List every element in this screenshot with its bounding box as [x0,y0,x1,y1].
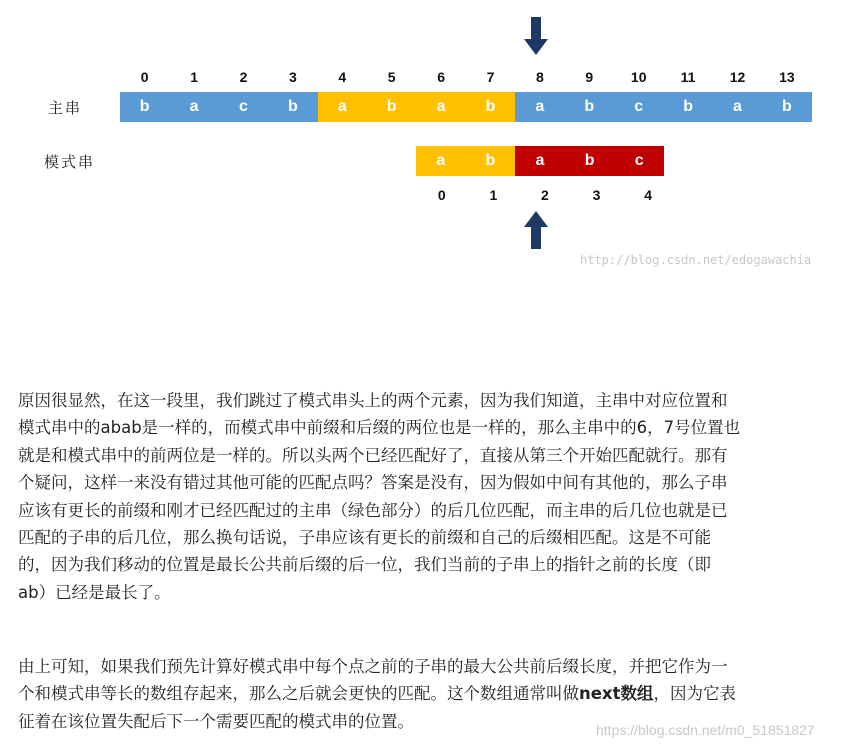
main-cell: b [565,92,614,122]
main-index-label: 3 [288,69,297,85]
up-arrow-icon [524,211,548,249]
main-cell: b [367,92,416,122]
main-cell: b [762,92,811,122]
pattern-index-row [416,185,664,209]
main-index-label: 8 [535,69,544,85]
pattern-index-label: 0 [437,187,446,203]
main-index-label: 5 [387,69,396,85]
main-cell: c [614,92,663,122]
main-string-label: 主串 [48,99,83,117]
paragraph-text: 个和模式串等长的数组存起来，那么之后就会更快的匹配。这个数组通常叫做 [18,684,579,704]
pattern-index-label: 4 [644,187,653,203]
pattern-string-label: 模式串 [44,153,96,171]
pattern-cell: a [515,146,565,176]
main-index-row [120,67,812,91]
main-cell: a [416,92,465,122]
main-cell: a [318,92,367,122]
main-index-label: 9 [585,69,594,85]
paragraph-line: 的，因为我们移动的位置是最长公共前后缀的后一位，我们当前的子串上的指针之前的长度（即 [18,555,711,575]
paragraph-line: 应该有更长的前缀和刚才已经匹配过的主串（绿色部分）的后几位匹配，而主串的后几位也就是已 [18,500,728,520]
paragraph-line: 由上可知，如果我们预先计算好模式串中每个点之前的子串的最大公共前后缀长度，并把它作为一 [18,657,728,676]
main-index-label: 7 [486,69,495,85]
next-array-term: next数组 [579,684,654,704]
down-arrow-icon [524,17,548,55]
main-index-label: 1 [190,69,198,85]
main-index-label: 13 [779,69,795,85]
main-index-label: 6 [437,69,445,85]
pattern-string-row [416,146,664,176]
diagram-watermark: http://blog.csdn.net/edogawachia [580,253,812,267]
main-index-label: 11 [680,69,696,85]
main-index-label: 0 [140,69,149,85]
main-cell: a [515,92,564,122]
main-index-label: 12 [729,69,746,85]
main-index-label: 2 [239,69,248,85]
paragraph-line: 原因很显然，在这一段里，我们跳过了模式串头上的两个元素，因为我们知道，主串中对应位置和 [18,391,728,410]
main-string-row [120,92,812,122]
explanation-paragraph [18,387,838,606]
paragraph-line [18,680,838,707]
main-cell: b [268,92,317,122]
main-cell: a [713,92,762,122]
main-index-label: 10 [630,69,647,85]
pattern-cell: b [466,146,516,176]
paragraph-line: 个疑问，这样一来没有错过其他可能的匹配点吗？答案是没有，因为假如中间有其他的，那么子串 [18,473,728,493]
paragraph-line: 就是和模式串中的前两位是一样的。所以头两个已经匹配好了，直接从第三个开始匹配就行。那有 [18,445,728,465]
pattern-cell: c [614,146,664,176]
main-cell: b [466,92,515,122]
main-cell: c [219,92,268,122]
pattern-index-label: 2 [541,187,549,203]
paragraph-line: 匹配的子串的后几位，那么换句话说，子串应该有更长的前缀和自己的后缀相匹配。这是不可能 [18,528,711,548]
paragraph-line: 征着在该位置失配后下一个需要匹配的模式串的位置。 [18,711,414,731]
main-index-label: 4 [338,69,347,85]
paragraph-line: ab）已经是最长了。 [18,582,171,602]
pattern-index-label: 3 [592,187,601,203]
paragraph-text: ，因为它表 [653,684,736,704]
pattern-cell: b [565,146,615,176]
main-cell: b [663,92,712,122]
paragraph-line: 模式串中的abab是一样的，而模式串中前缀和后缀的两位也是一样的，那么主串中的6，7号位置也 [18,418,741,438]
main-cell: b [120,92,169,122]
main-cell: a [169,92,218,122]
page-watermark: https://blog.csdn.net/m0_51851827 [596,722,815,738]
pattern-index-label: 1 [489,187,498,203]
kmp-diagram [0,0,853,300]
pattern-cell: a [416,146,466,176]
